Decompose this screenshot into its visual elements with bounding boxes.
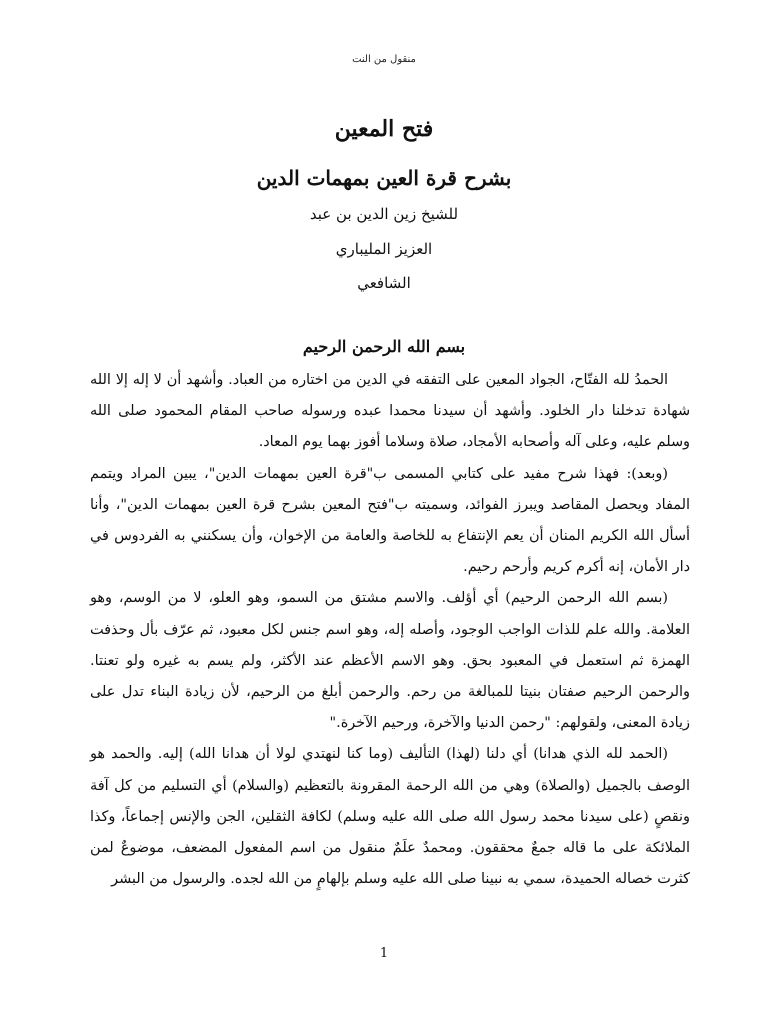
paragraph: (وبعد): فهذا شرح مفيد على كتابي المسمى ب"قرة العين بمهمات الدين"، يبين المراد ويتمم المفاد ويحصل المقاصد ويبرز الفوائد، وسميته ب"فتح المعين بشرح قرة العين بمهمات الدين"، وأنا أسأل الله الكريم المنان أن يعم الإنتفاع به للخاصة والعامة من الإخوان، وأن يسكنني به الفردوس في دار الأمان، إنه أكرم كريم وأرحم رحيم. [90, 465, 690, 576]
book-title: فتح المعين [334, 116, 434, 142]
author-line-1: للشيخ زين الدين بن عبد [309, 205, 459, 223]
book-subtitle: بشرح قرة العين بمهمات الدين [256, 166, 512, 190]
basmala-heading: بسم الله الرحمن الرحيم [302, 337, 466, 356]
page-header: منقول من النت [352, 54, 416, 65]
paragraph: الحمدُ لله الفتّاح، الجواد المعين على التفقه في الدين من اختاره من العباد. وأشهد أن لا إله إلا الله شهادة تدخلنا دار الخلود. وأشهد أن سيدنا محمدا عبده ورسوله صاحب المقام المحمود صلى الله وسلم عليه، وعلى آله وأصحابه الأمجاد، صلاة وسلاما أفوز بهما يوم المعاد. [90, 372, 690, 451]
paragraph: (بسم الله الرحمن الرحيم) أي أؤلف. والاسم مشتق من السمو، وهو العلو، لا من الوسم، وهو العلامة. والله علم للذات الواجب الوجود، وأصله إله، وهو اسم جنس لكل معبود، ثم عرّف بأل وحذفت الهمزة ثم استعمل في المعبود بحق. وهو الاسم الأعظم عند الأكثر، ولم يسم به غيره ولو تعنتا. والرحمن الرحيم صفتان بنيتا للمبالغة من رحم. والرحمن أبلغ من الرحيم، لأن زيادة البناء تدل على زيادة المعنى، ولقولهم: "رحمن الدنيا والآخرة، ورحيم الآخرة." [90, 590, 690, 732]
body-text [90, 365, 690, 895]
paragraph: (الحمد لله الذي هدانا) أي دلنا (لهذا) التأليف (وما كنا لنهتدي لولا أن هدانا الله) إليه. والحمد هو الوصف بالجميل (والصلاة) وهي من الله الرحمة المقرونة بالتعظيم (والسلام) أي التسليم من كل آفة ونقصٍ (على سيدنا محمد رسول الله صلى الله عليه وسلم) لكافة الثقلين، الجن والإنس إجماعاً، وكذا الملائكة على ما قاله جمعٌ محققون. ومحمدٌ علَمٌ منقول من اسم المفعول المضعف، موضوعٌ لمن كثرت خصاله الحميدة، سمي به نبينا صلى الله عليه وسلم بإلهامٍ من الله لجده. والرسول من البشر [90, 746, 690, 888]
author-line-2: العزيز المليباري [335, 240, 433, 258]
page-number: 1 [379, 946, 389, 961]
author-line-3: الشافعي [357, 274, 411, 292]
